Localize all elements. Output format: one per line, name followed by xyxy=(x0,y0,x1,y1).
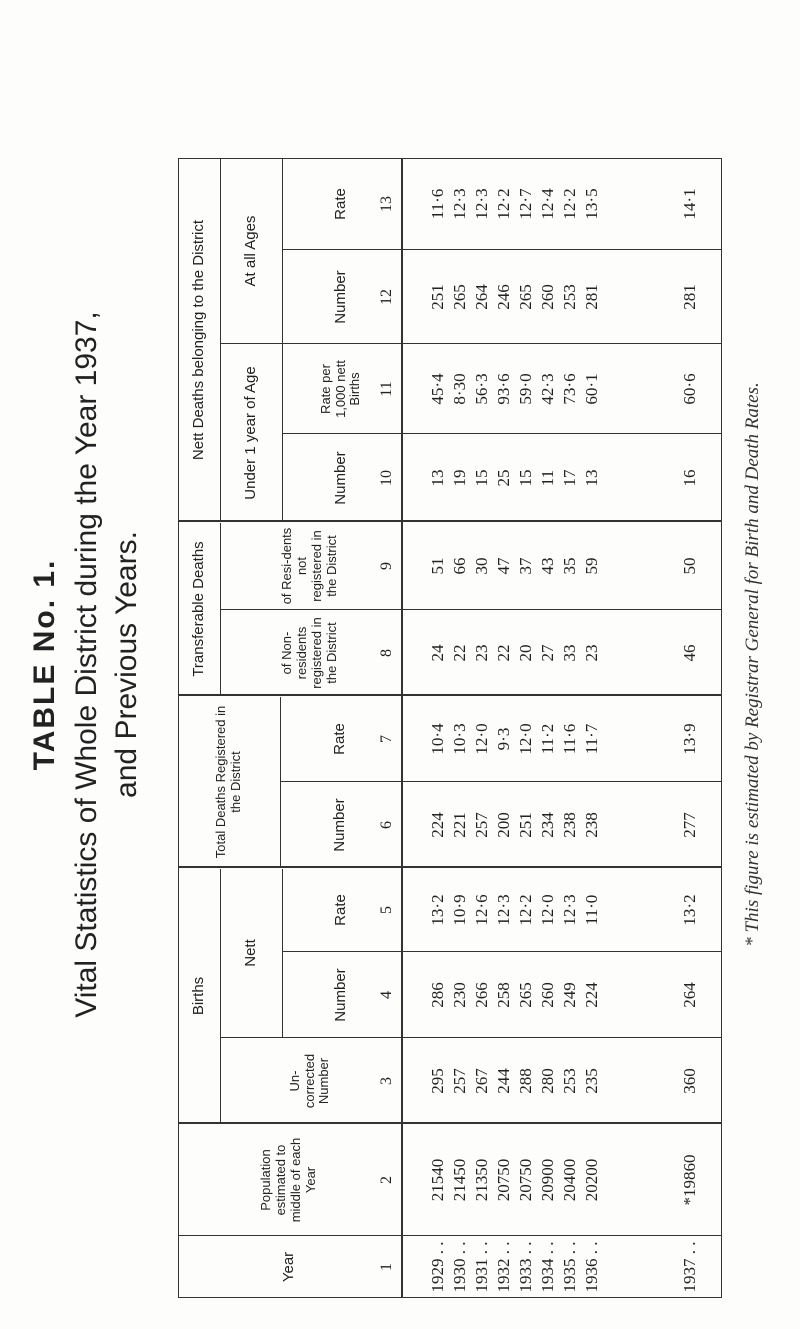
table-cell: 56·3 xyxy=(472,373,492,405)
table-cell: 258 xyxy=(494,982,514,1008)
header-births-number: Number xyxy=(332,968,350,1022)
table-cell: 20 xyxy=(516,644,536,662)
table-cell: 20200 xyxy=(582,1158,602,1202)
table-cell: 288 xyxy=(516,1068,536,1094)
table-cell: 35 xyxy=(560,557,580,575)
table-cell: 12·0 xyxy=(472,723,492,755)
table-cell: 249 xyxy=(560,982,580,1008)
table-cell: 24 xyxy=(428,644,448,662)
table-cell: 25 xyxy=(494,469,514,487)
table-cell: 93·6 xyxy=(494,373,514,405)
table-cell: 22 xyxy=(450,644,470,662)
table-cell: 10·9 xyxy=(450,894,470,926)
table-cell: 66 xyxy=(450,557,470,575)
table-cell: 11·6 xyxy=(560,723,580,755)
table-cell-1937: 60·6 xyxy=(680,373,700,405)
table-cell: 19 xyxy=(450,469,470,487)
table-cell: 1934 . . xyxy=(538,1241,558,1293)
table-cell-1937: 16 xyxy=(680,469,700,487)
col-number: 10 xyxy=(377,470,395,486)
table-cell: 42·3 xyxy=(538,373,558,405)
col-number: 1 xyxy=(377,1263,395,1271)
table-cell: 253 xyxy=(560,1068,580,1094)
table-cell: 9·3 xyxy=(494,727,514,751)
header-births: Births xyxy=(190,976,208,1016)
table-cell: 21350 xyxy=(472,1158,492,1202)
table-cell: 33 xyxy=(560,644,580,662)
table-cell: 200 xyxy=(494,812,514,838)
table-cell: 10·3 xyxy=(450,723,470,755)
table-cell: 266 xyxy=(472,982,492,1008)
table-cell-1937: 281 xyxy=(680,284,700,310)
table-cell: 12·3 xyxy=(494,894,514,926)
header-total-deaths: Total Deaths Registered in the District xyxy=(213,705,243,859)
table-cell: 73·6 xyxy=(560,373,580,405)
table-cell: 1933 . . xyxy=(516,1241,536,1293)
header-transferable-deaths: Transferable Deaths xyxy=(190,541,208,677)
table-cell: 11·0 xyxy=(582,894,602,926)
vital-statistics-table xyxy=(178,158,722,1298)
table-cell: 267 xyxy=(472,1068,492,1094)
table-cell: 221 xyxy=(450,812,470,838)
table-cell: 21540 xyxy=(428,1158,448,1202)
table-cell: 22 xyxy=(494,644,514,662)
table-cell-1937: 46 xyxy=(680,644,700,662)
table-cell: 43 xyxy=(538,557,558,575)
col-number: 12 xyxy=(377,289,395,305)
col-number: 4 xyxy=(377,991,395,999)
col-number: 2 xyxy=(377,1176,395,1184)
table-cell: 224 xyxy=(428,812,448,838)
col-number: 11 xyxy=(377,381,395,397)
header-population: Population estimated to middle of each Year xyxy=(258,1137,318,1223)
table-cell: 20750 xyxy=(494,1158,514,1202)
table-cell: 23 xyxy=(582,644,602,662)
table-cell: 12·7 xyxy=(516,188,536,220)
col-number: 9 xyxy=(377,562,395,570)
table-cell: 13·2 xyxy=(428,894,448,926)
header-total-deaths-number: Number xyxy=(331,798,349,852)
table-cell: 23 xyxy=(472,644,492,662)
table-cell: 265 xyxy=(516,284,536,310)
table-cell: 12·6 xyxy=(472,894,492,926)
table-cell: 11·6 xyxy=(428,188,448,220)
table-cell: 12·3 xyxy=(560,894,580,926)
table-cell: 17 xyxy=(560,469,580,487)
header-total-deaths-rate: Rate xyxy=(331,723,349,755)
footnote: * This figure is estimated by Registrar General for Birth and Death Rates. xyxy=(742,382,763,947)
table-cell: 230 xyxy=(450,982,470,1008)
header-under1-number: Number xyxy=(332,451,350,505)
table-cell: 12·0 xyxy=(516,723,536,755)
table-cell: 13 xyxy=(582,469,602,487)
table-cell: 244 xyxy=(494,1068,514,1094)
table-cell: 45·4 xyxy=(428,373,448,405)
table-cell: 1932 . . xyxy=(494,1241,514,1293)
table-cell: 47 xyxy=(494,557,514,575)
table-cell: 260 xyxy=(538,284,558,310)
table-cell: 12·3 xyxy=(472,188,492,220)
col-number: 5 xyxy=(377,906,395,914)
header-under1-rate: Rate per 1,000 nett Births xyxy=(317,360,363,418)
table-cell: 59 xyxy=(582,557,602,575)
table-cell: 60·1 xyxy=(582,373,602,405)
table-title: Vital Statistics of Whole District during the Year 1937, xyxy=(70,311,103,1018)
header-all-ages: At all Ages xyxy=(242,215,260,287)
table-cell-1937: 277 xyxy=(680,812,700,838)
table-cell: 1931 . . xyxy=(472,1241,492,1293)
table-cell: 1935 . . xyxy=(560,1241,580,1293)
table-cell: 12·3 xyxy=(450,188,470,220)
table-cell: 253 xyxy=(560,284,580,310)
table-cell: 12·2 xyxy=(516,894,536,926)
table-cell: 295 xyxy=(428,1068,448,1094)
header-births-nett: Nett xyxy=(242,939,260,967)
table-cell: 30 xyxy=(472,557,492,575)
table-cell: 280 xyxy=(538,1068,558,1094)
header-under-1-year: Under 1 year of Age xyxy=(242,366,260,500)
table-cell: 1936 . . xyxy=(582,1241,602,1293)
table-cell: 238 xyxy=(560,812,580,838)
header-allages-number: Number xyxy=(332,270,350,324)
table-cell-1937: 13·2 xyxy=(680,894,700,926)
table-cell: 12·2 xyxy=(494,188,514,220)
table-cell: 1929 . . xyxy=(428,1241,448,1293)
header-residents-not-registered: of Resi-dents not registered in the District xyxy=(279,527,339,605)
table-cell: 8·30 xyxy=(450,373,470,405)
table-cell: 12·2 xyxy=(560,188,580,220)
col-number: 13 xyxy=(377,196,395,212)
col-number: 6 xyxy=(377,821,395,829)
header-nett-deaths: Nett Deaths belonging to the District xyxy=(190,219,208,461)
table-cell: 20400 xyxy=(560,1158,580,1202)
table-cell: 11 xyxy=(538,469,558,487)
table-cell: 27 xyxy=(538,644,558,662)
table-cell: 12·0 xyxy=(538,894,558,926)
table-cell-1937: 1937 . . xyxy=(680,1241,700,1293)
header-allages-rate: Rate xyxy=(332,188,350,220)
table-cell: 13·5 xyxy=(582,188,602,220)
table-cell: 11·7 xyxy=(582,723,602,755)
table-cell: 20750 xyxy=(516,1158,536,1202)
table-cell: 20900 xyxy=(538,1158,558,1202)
header-births-rate: Rate xyxy=(332,894,350,926)
col-number: 7 xyxy=(377,735,395,743)
table-cell: 224 xyxy=(582,982,602,1008)
table-cell: 13 xyxy=(428,469,448,487)
table-cell: 11·2 xyxy=(538,723,558,755)
table-cell: 51 xyxy=(428,557,448,575)
table-cell-1937: 264 xyxy=(680,982,700,1008)
table-cell-1937: 360 xyxy=(680,1068,700,1094)
table-cell: 1930 . . xyxy=(450,1241,470,1293)
table-cell: 37 xyxy=(516,557,536,575)
table-cell: 251 xyxy=(516,812,536,838)
table-cell: 260 xyxy=(538,982,558,1008)
table-cell: 21450 xyxy=(450,1158,470,1202)
header-uncorrected-number: Un-corrected Number xyxy=(286,1053,332,1109)
col-number: 8 xyxy=(377,649,395,657)
table-cell: 257 xyxy=(450,1068,470,1094)
header-non-residents: of Non-residents registered in the District xyxy=(279,617,339,689)
table-cell-1937: 13·9 xyxy=(680,723,700,755)
table-cell: 238 xyxy=(582,812,602,838)
table-cell-1937: 14·1 xyxy=(680,188,700,220)
table-cell-1937: *19860 xyxy=(680,1154,700,1206)
table-cell: 281 xyxy=(582,284,602,310)
col-number: 3 xyxy=(377,1077,395,1085)
table-cell: 15 xyxy=(516,469,536,487)
table-cell: 257 xyxy=(472,812,492,838)
table-cell: 246 xyxy=(494,284,514,310)
table-cell: 12·4 xyxy=(538,188,558,220)
table-number: TABLE No. 1. xyxy=(28,558,61,771)
header-year: Year xyxy=(280,1251,298,1283)
table-cell-1937: 50 xyxy=(680,557,700,575)
table-cell: 286 xyxy=(428,982,448,1008)
table-cell: 264 xyxy=(472,284,492,310)
table-subtitle: and Previous Years. xyxy=(110,531,143,798)
table-cell: 251 xyxy=(428,284,448,310)
table-cell: 59·0 xyxy=(516,373,536,405)
table-cell: 265 xyxy=(516,982,536,1008)
table-cell: 234 xyxy=(538,812,558,838)
table-cell: 15 xyxy=(472,469,492,487)
table-cell: 10·4 xyxy=(428,723,448,755)
table-cell: 265 xyxy=(450,284,470,310)
table-cell: 235 xyxy=(582,1068,602,1094)
